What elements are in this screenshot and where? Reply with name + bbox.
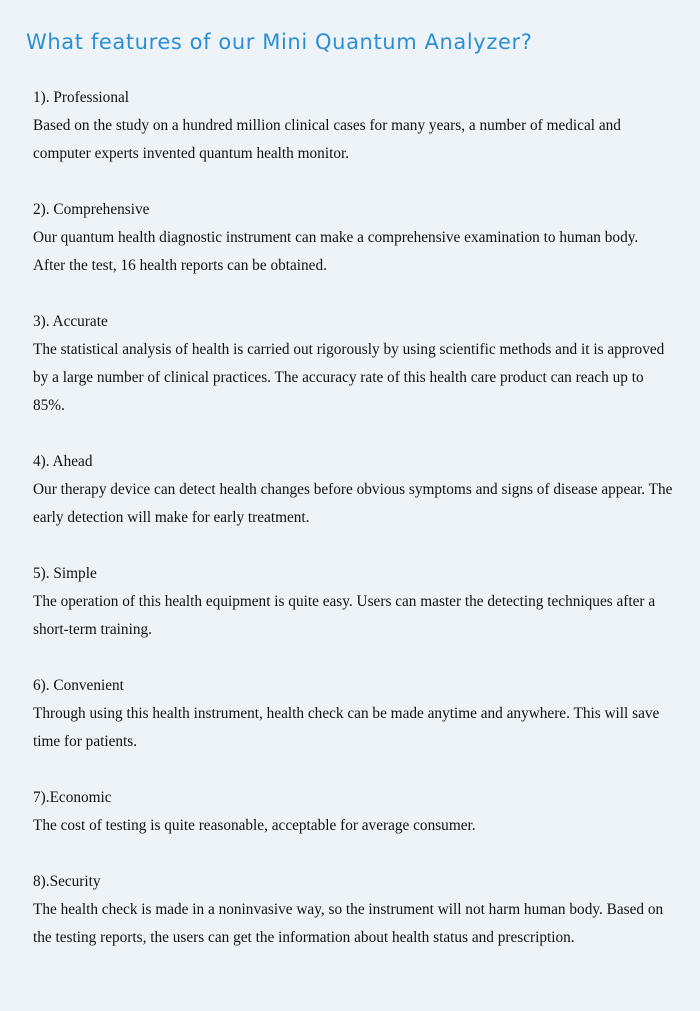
feature-title: 1). Professional [33,89,130,106]
feature-item-economic [33,784,673,840]
feature-item-professional [33,84,673,168]
feature-title: 2). Comprehensive [33,201,150,218]
feature-title: 3). Accurate [33,313,108,330]
feature-description: Our therapy device can detect health changes before obvious symptoms and signs of disease appear. The early detection will make for early treatment. [33,481,673,526]
feature-title: 4). Ahead [33,453,93,470]
feature-description: The operation of this health equipment is quite easy. Users can master the detecting techniques after a short-term training. [33,593,656,638]
feature-description: The cost of testing is quite reasonable, acceptable for average consumer. [33,817,476,834]
feature-description: The statistical analysis of health is carried out rigorously by using scientific methods and it is approved by a large number of clinical practices. The accuracy rate of this health care product can reach up to 85%. [33,341,665,414]
feature-title: 7).Economic [33,789,112,806]
feature-item-security [33,868,673,952]
feature-description: Based on the study on a hundred million clinical cases for many years, a number of medical and computer experts invented quantum health monitor. [33,117,621,162]
feature-title: 5). Simple [33,565,97,582]
feature-item-accurate [33,308,673,420]
feature-title: 6). Convenient [33,677,124,694]
feature-item-comprehensive [33,196,673,280]
feature-title: 8).Security [33,873,101,890]
feature-list [33,84,673,980]
feature-item-convenient [33,672,673,756]
feature-item-ahead [33,448,673,532]
feature-item-simple [33,560,673,644]
feature-description: The health check is made in a noninvasive way, so the instrument will not harm human body. Based on the testing reports, the users can get the information about health status and prescription. [33,901,664,946]
feature-description: Our quantum health diagnostic instrument can make a comprehensive examination to human body. After the test, 16 health reports can be obtained. [33,229,639,274]
page-title: What features of our Mini Quantum Analyzer? [26,30,533,54]
feature-description: Through using this health instrument, health check can be made anytime and anywhere. This will save time for patients. [33,705,660,750]
